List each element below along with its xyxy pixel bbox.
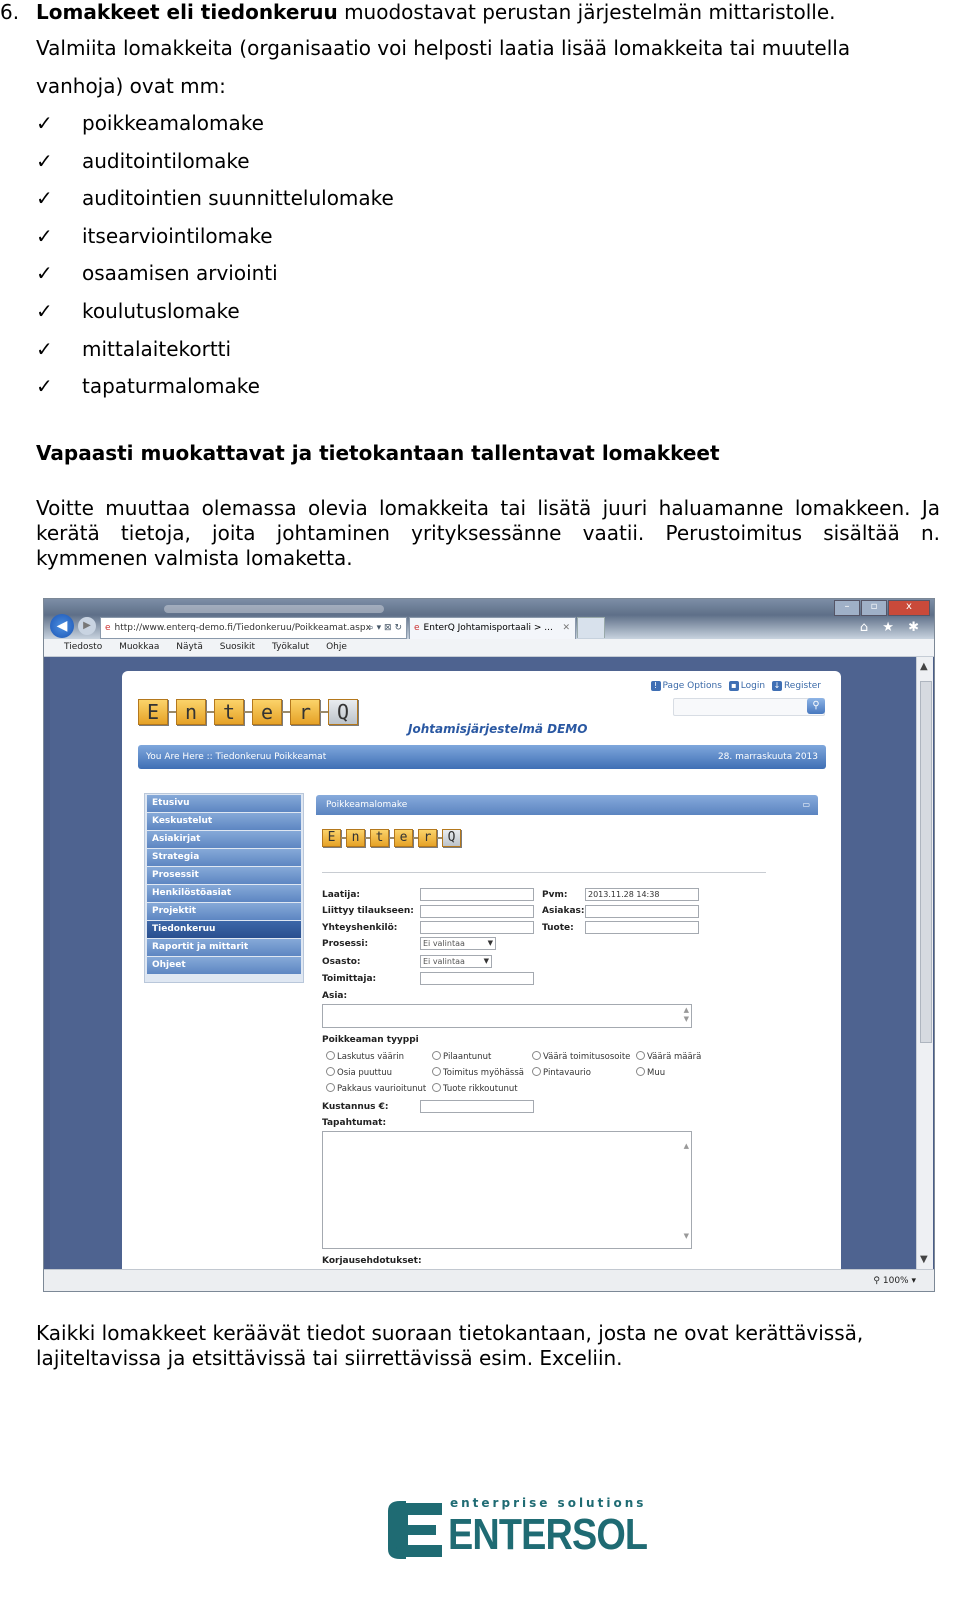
radio-tuote-rikkoutunut[interactable] xyxy=(432,1083,518,1094)
paragraph-line: kymmenen valmista lomaketta. xyxy=(36,546,353,570)
logo-letter: r xyxy=(290,699,320,725)
label-pvm: Pvm: xyxy=(542,890,568,900)
select-value: Ei valintaa xyxy=(423,939,465,948)
zoom-level: 100% xyxy=(882,1276,909,1286)
tab-close-icon[interactable]: ✕ xyxy=(562,623,570,633)
label-yhteyshenkilo: Yhteyshenkilö: xyxy=(322,923,398,933)
toimittaja-input[interactable] xyxy=(420,972,534,985)
radio-vaara-maara[interactable] xyxy=(636,1051,701,1062)
menu-item[interactable]: Suosikit xyxy=(219,642,256,652)
label-tuote: Tuote: xyxy=(542,923,574,933)
logo-letter: Q xyxy=(328,699,358,725)
logo-tagline: enterprise solutions xyxy=(450,1496,647,1510)
current-date: 28. marraskuuta 2013 xyxy=(717,752,818,762)
browser-screenshot xyxy=(43,598,935,1292)
check-icon: ✓ xyxy=(36,224,53,248)
paragraph-line: lajiteltavissa ja etsittävissä tai siirrettävissä esim. Exceliin. xyxy=(36,1346,623,1370)
register-icon: ↓ xyxy=(773,681,781,690)
nav-item-etusivu[interactable]: Etusivu xyxy=(147,795,301,812)
radio-circle-icon xyxy=(532,1067,541,1076)
radio-pakkaus[interactable] xyxy=(326,1083,426,1094)
scroll-up-icon[interactable]: ▲ xyxy=(920,661,928,672)
radio-label: Pintavaurio xyxy=(543,1068,591,1078)
label-liittyy: Liittyy tilaukseen: xyxy=(322,906,414,916)
zoom-control[interactable]: ⚲ 100% ▾ xyxy=(873,1276,916,1286)
check-icon: ✓ xyxy=(36,261,53,285)
intro-line-1: Valmiita lomakkeita (organisaatio voi helposti laatia lisää lomakkeita tai muutella xyxy=(36,36,851,60)
page-options-link[interactable]: Page Options xyxy=(662,681,722,691)
radio-circle-icon xyxy=(432,1083,441,1092)
address-bar[interactable] xyxy=(100,617,407,639)
minimize-button[interactable]: – xyxy=(834,600,860,616)
status-bar xyxy=(44,1269,934,1292)
vertical-scrollbar[interactable] xyxy=(916,657,933,1269)
radio-label: Laskutus väärin xyxy=(337,1052,404,1062)
nav-item-asiakirjat[interactable]: Asiakirjat xyxy=(147,831,301,848)
radio-circle-icon xyxy=(636,1067,645,1076)
section-title: Lomakkeet eli tiedonkeruu xyxy=(36,0,338,24)
menu-item[interactable]: Näytä xyxy=(176,642,203,652)
logo-letter: e xyxy=(252,699,282,725)
nav-item-tiedonkeruu[interactable]: Tiedonkeruu xyxy=(147,921,301,938)
radio-muu[interactable] xyxy=(636,1067,665,1078)
check-icon: ✓ xyxy=(36,374,53,398)
check-icon: ✓ xyxy=(36,186,53,210)
tab-icon: e xyxy=(414,623,420,633)
site-title: Johtamisjärjestelmä DEMO xyxy=(408,722,588,736)
logo-letter: Q xyxy=(442,829,461,847)
nav-item-strategia[interactable]: Strategia xyxy=(147,849,301,866)
label-asiakas: Asiakas: xyxy=(542,906,585,916)
tapahtumat-textarea[interactable]: ▲ ▼ xyxy=(322,1131,692,1249)
radio-circle-icon xyxy=(432,1051,441,1060)
deviation-form xyxy=(316,795,818,1269)
logo-wordmark: ENTERSOL xyxy=(448,1510,648,1559)
yhteyshenkilo-input[interactable] xyxy=(420,921,534,934)
forward-button[interactable]: ▶ xyxy=(78,617,96,635)
radio-laskutus[interactable] xyxy=(326,1051,404,1062)
radio-circle-icon xyxy=(432,1067,441,1076)
maximize-button[interactable]: ▫ xyxy=(861,600,887,616)
list-item: mittalaitekortti xyxy=(82,337,232,361)
check-icon: ✓ xyxy=(36,149,53,173)
logo-letter: E xyxy=(138,699,168,725)
search-input[interactable] xyxy=(673,698,825,716)
radio-label: Väärä toimitusosoite xyxy=(543,1052,631,1062)
form-logo xyxy=(322,829,461,847)
close-button[interactable]: x xyxy=(888,600,930,616)
select-value: Ei valintaa xyxy=(423,957,465,966)
nav-item-ohjeet[interactable]: Ohjeet xyxy=(147,957,301,974)
radio-vaara-toimitusosoite[interactable] xyxy=(532,1051,630,1062)
entersol-logo xyxy=(386,1496,646,1564)
list-item: osaamisen arviointi xyxy=(82,261,278,285)
logo-letter: t xyxy=(370,829,389,847)
radio-circle-icon xyxy=(326,1051,335,1060)
paragraph-line: Voitte muuttaa olemassa olevia lomakkeita tai lisätä juuri haluamanne lomakkeen. Ja xyxy=(36,496,940,520)
label-laatija: Laatija: xyxy=(322,890,361,900)
label-osasto: Osasto: xyxy=(322,957,361,967)
portal-page xyxy=(122,671,841,1269)
label-toimittaja: Toimittaja: xyxy=(322,974,377,984)
list-item: itsearviointilomake xyxy=(82,224,273,248)
scroll-down-icon[interactable]: ▼ xyxy=(920,1254,928,1265)
logo-letter: E xyxy=(322,829,341,847)
chevron-down-icon: ▼ xyxy=(483,957,489,965)
form-header xyxy=(316,795,818,815)
check-icon: ✓ xyxy=(36,337,53,361)
logo-letter: n xyxy=(346,829,365,847)
section-title-rest: muodostavat perustan järjestelmän mittaristolle. xyxy=(337,0,836,24)
nav-item-projektit[interactable]: Projektit xyxy=(147,903,301,920)
liittyy-input[interactable] xyxy=(420,905,534,918)
scrollbar-thumb[interactable] xyxy=(920,681,932,1043)
toolbar-icons[interactable]: ⌂ ★ ✱ xyxy=(859,620,924,635)
radio-label: Osia puuttuu xyxy=(337,1068,393,1078)
entersol-mark-icon xyxy=(386,1499,448,1561)
window-controls xyxy=(834,600,930,616)
subheading: Vapaasti muokattavat ja tietokantaan tallentavat lomakkeet xyxy=(36,441,720,465)
check-icon: ✓ xyxy=(36,299,53,323)
list-item: koulutuslomake xyxy=(82,299,240,323)
register-link[interactable]: Register xyxy=(783,681,821,691)
check-icon: ✓ xyxy=(36,111,53,135)
breadcrumb: You Are Here :: Tiedonkeruu Poikkeamat xyxy=(146,752,327,762)
radio-circle-icon xyxy=(326,1083,335,1092)
radio-label: Muu xyxy=(647,1068,666,1078)
radio-toimitus-myohassa[interactable] xyxy=(432,1067,524,1078)
side-navigation xyxy=(144,793,304,983)
nav-item-henkilostoasiat[interactable]: Henkilöstöasiat xyxy=(147,885,301,902)
laatija-input[interactable] xyxy=(420,888,534,901)
menu-bar xyxy=(44,639,934,657)
page-options-icon: ! xyxy=(651,681,661,691)
radio-pintavaurio[interactable] xyxy=(532,1067,591,1078)
radio-label: Toimitus myöhässä xyxy=(443,1068,524,1078)
radio-label: Pakkaus vaurioitunut xyxy=(337,1084,427,1094)
list-item: auditointilomake xyxy=(82,149,250,173)
section-number: 6. xyxy=(0,0,20,24)
list-item: tapaturmalomake xyxy=(82,374,260,398)
radio-osia-puuttuu[interactable] xyxy=(326,1067,392,1078)
paragraph-1 xyxy=(36,496,940,571)
label-tapahtumat: Tapahtumat: xyxy=(322,1118,387,1128)
prosessi-select[interactable] xyxy=(420,937,496,950)
search-icon[interactable]: ⚲ xyxy=(807,698,825,714)
section-heading xyxy=(0,0,836,25)
nav-item-keskustelut[interactable]: Keskustelut xyxy=(147,813,301,830)
osasto-select[interactable] xyxy=(420,955,492,968)
kustannus-input[interactable] xyxy=(420,1100,534,1113)
asia-textarea[interactable]: ▲ ▼ xyxy=(322,1004,692,1028)
paragraph-line: Kaikki lomakkeet keräävät tiedot suoraan tietokantaan, josta ne ovat kerättävissä, xyxy=(36,1321,864,1345)
menu-item[interactable]: Muokkaa xyxy=(119,642,160,652)
radio-label: Väärä määrä xyxy=(647,1052,702,1062)
breadcrumb-bar xyxy=(138,745,826,769)
browser-tab[interactable] xyxy=(409,617,576,639)
collapse-icon[interactable]: ▭ xyxy=(802,800,810,809)
address-controls-icon[interactable]: ⌕ ▾ ⊠ ↻ xyxy=(368,623,402,633)
divider xyxy=(322,872,766,873)
label-kustannus: Kustannus €: xyxy=(322,1102,389,1112)
radio-circle-icon xyxy=(636,1051,645,1060)
site-icon: e xyxy=(105,623,111,633)
pvm-input[interactable]: 2013.11.28 14:38 xyxy=(585,888,699,901)
radio-circle-icon xyxy=(532,1051,541,1060)
logo-letter: n xyxy=(176,699,206,725)
radio-pilaantunut[interactable] xyxy=(432,1051,491,1062)
asiakas-input[interactable] xyxy=(585,905,699,918)
chevron-down-icon: ▼ xyxy=(487,939,493,947)
intro-line-2: vanhoja) ovat mm: xyxy=(36,74,226,98)
list-item: auditointien suunnittelulomake xyxy=(82,186,394,210)
form-title: Poikkeamalomake xyxy=(326,800,408,810)
radio-circle-icon xyxy=(326,1067,335,1076)
radio-label: Pilaantunut xyxy=(443,1052,492,1062)
page-options-bar xyxy=(647,681,821,691)
address-text: http://www.enterq-demo.fi/Tiedonkeruu/Poikkeamat.aspx xyxy=(114,623,371,633)
back-button[interactable]: ◀ xyxy=(50,614,74,638)
login-icon: ▪ xyxy=(729,681,739,691)
label-prosessi: Prosessi: xyxy=(322,939,369,949)
nav-item-raportit[interactable]: Raportit ja mittarit xyxy=(147,939,301,956)
paragraph-line: kerätä tietoja, joita johtaminen yrityksessänne vaatii. Perustoimitus sisältää n. xyxy=(36,521,940,545)
label-poikkeaman-tyyppi: Poikkeaman tyyppi xyxy=(322,1035,419,1045)
tuote-input[interactable] xyxy=(585,921,699,934)
menu-item[interactable]: Ohje xyxy=(326,642,347,652)
logo-letter: e xyxy=(394,829,413,847)
menu-item[interactable]: Työkalut xyxy=(271,642,310,652)
logo-letter: t xyxy=(214,699,244,725)
new-tab-button[interactable] xyxy=(577,617,605,638)
closing-paragraph xyxy=(36,1321,940,1371)
enterq-logo[interactable] xyxy=(138,699,358,725)
label-asia: Asia: xyxy=(322,991,348,1001)
radio-label: Tuote rikkoutunut xyxy=(443,1084,518,1094)
nav-item-prosessit[interactable]: Prosessit xyxy=(147,867,301,884)
page-viewport xyxy=(50,657,916,1269)
tab-title: EnterQ Johtamisportaali > ... xyxy=(423,623,553,633)
logo-letter: r xyxy=(418,829,437,847)
list-item: poikkeamalomake xyxy=(82,111,264,135)
menu-item[interactable]: Tiedosto xyxy=(64,642,103,652)
label-korjausehdotukset: Korjausehdotukset: xyxy=(322,1256,422,1266)
login-link[interactable]: Login xyxy=(740,681,766,691)
